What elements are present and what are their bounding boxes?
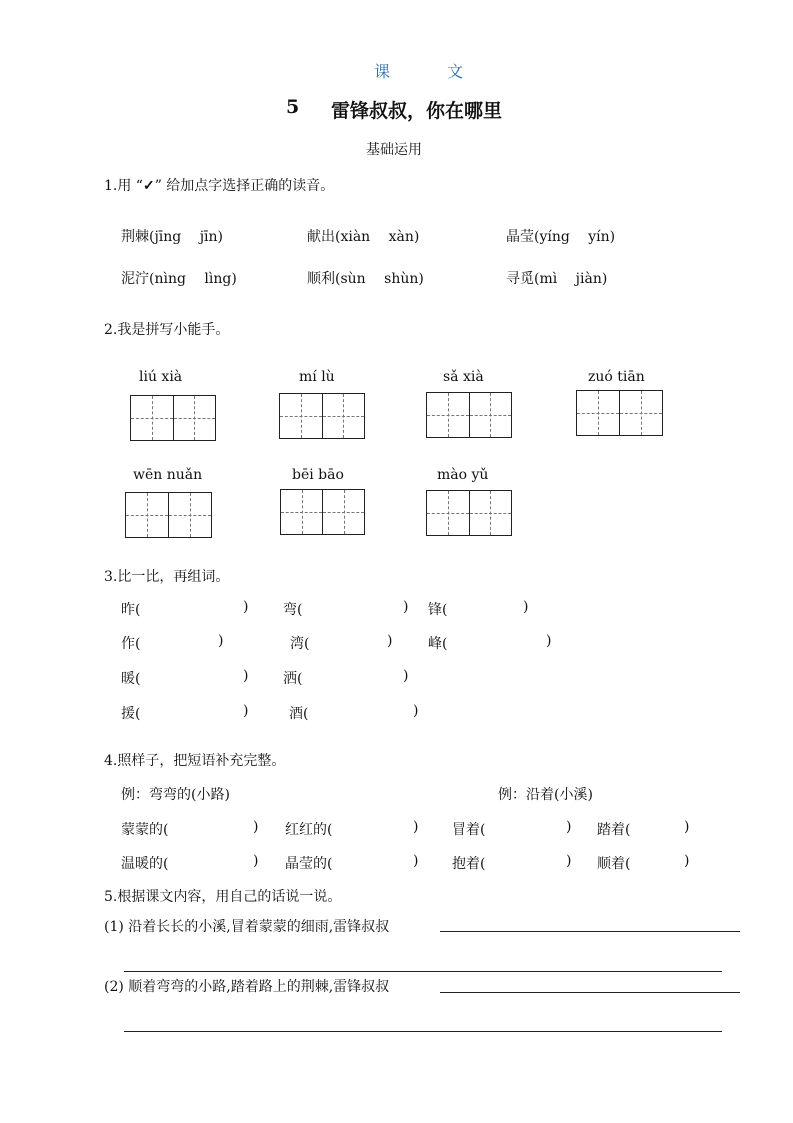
checkmark-icon: ✓	[142, 178, 155, 194]
paren-close: )	[523, 599, 529, 615]
paren-close: )	[253, 853, 259, 869]
category-label: 课 文	[374, 62, 490, 81]
answer-line[interactable]	[124, 971, 722, 972]
writing-grid[interactable]	[426, 490, 512, 536]
writing-grid[interactable]	[280, 489, 365, 535]
phrase-label: 温暖的(	[121, 856, 169, 872]
phrase-label: 蒙蒙的(	[121, 822, 169, 838]
question-5-title: 5.根据课文内容，用自己的话说一说。	[104, 889, 342, 905]
char-label: 洒(	[283, 671, 303, 687]
prompt-2: (2) 顺着弯弯的小路,踏着路上的荆棘,雷锋叔叔	[104, 979, 390, 995]
pinyin-label: liú xià	[139, 369, 183, 385]
example-1: 例：弯弯的(小路)	[121, 787, 230, 803]
lesson-number: 5	[286, 96, 300, 118]
char-label: 昨(	[121, 602, 141, 618]
pinyin-label: zuó tiān	[588, 369, 645, 385]
paren-close: )	[546, 633, 552, 649]
char-label: 酒(	[289, 706, 309, 722]
answer-line[interactable]	[124, 1031, 722, 1032]
q1-item: 泥泞(nìng lìng)	[121, 271, 237, 287]
q1-item: 荆棘(jīng jīn)	[121, 229, 224, 245]
char-label: 锋(	[428, 602, 448, 618]
char-label: 作(	[121, 636, 141, 652]
q1-item: 寻觅(mì jiàn)	[506, 271, 608, 287]
paren-close: )	[403, 599, 409, 615]
paren-close: )	[387, 633, 393, 649]
phrase-label: 晶莹的(	[285, 856, 333, 872]
section-title: 基础运用	[366, 142, 422, 158]
char-label: 援(	[121, 706, 141, 722]
lesson-title: 雷锋叔叔，你在哪里	[331, 100, 503, 122]
q1-item: 晶莹(yíng yín)	[506, 229, 616, 245]
paren-close: )	[684, 819, 690, 835]
paren-close: )	[243, 703, 249, 719]
example-2: 例：沿着(小溪)	[498, 787, 593, 803]
writing-grid[interactable]	[576, 390, 663, 436]
q1-suffix: ” 给加点字选择正确的读音。	[154, 178, 335, 194]
phrase-label: 顺着(	[597, 856, 631, 872]
q1-item: 顺利(sùn shùn)	[307, 271, 424, 287]
paren-close: )	[403, 668, 409, 684]
paren-close: )	[243, 599, 249, 615]
question-2-title: 2.我是拼写小能手。	[104, 322, 230, 338]
paren-close: )	[253, 819, 259, 835]
char-label: 弯(	[283, 602, 303, 618]
phrase-label: 冒着(	[452, 822, 486, 838]
pinyin-label: wēn nuǎn	[133, 467, 203, 483]
pinyin-label: bēi bāo	[292, 467, 344, 483]
char-label: 暖(	[121, 671, 141, 687]
paren-close: )	[218, 633, 224, 649]
writing-grid[interactable]	[279, 393, 365, 439]
paren-close: )	[684, 853, 690, 869]
paren-close: )	[413, 819, 419, 835]
char-label: 峰(	[428, 636, 448, 652]
phrase-label: 抱着(	[452, 856, 486, 872]
writing-grid[interactable]	[426, 392, 512, 438]
pinyin-label: mào yǔ	[437, 467, 489, 483]
paren-close: )	[566, 853, 572, 869]
q1-prefix: 1.用 “	[104, 178, 143, 194]
writing-grid[interactable]	[125, 492, 212, 538]
char-label: 湾(	[290, 636, 310, 652]
pinyin-label: sǎ xià	[443, 369, 484, 385]
phrase-label: 踏着(	[597, 822, 631, 838]
question-1-title	[104, 175, 334, 195]
writing-grid[interactable]	[130, 395, 216, 441]
paren-close: )	[566, 819, 572, 835]
paren-close: )	[413, 703, 419, 719]
prompt-1: (1) 沿着长长的小溪,冒着蒙蒙的细雨,雷锋叔叔	[104, 919, 390, 935]
q1-item: 献出(xiàn xàn)	[307, 229, 420, 245]
answer-line[interactable]	[440, 931, 740, 932]
question-3-title: 3.比一比，再组词。	[104, 569, 230, 585]
answer-line[interactable]	[440, 992, 740, 993]
pinyin-label: mí lù	[299, 369, 335, 385]
paren-close: )	[243, 668, 249, 684]
phrase-label: 红红的(	[285, 822, 333, 838]
question-4-title: 4.照样子，把短语补充完整。	[104, 753, 286, 769]
paren-close: )	[413, 853, 419, 869]
